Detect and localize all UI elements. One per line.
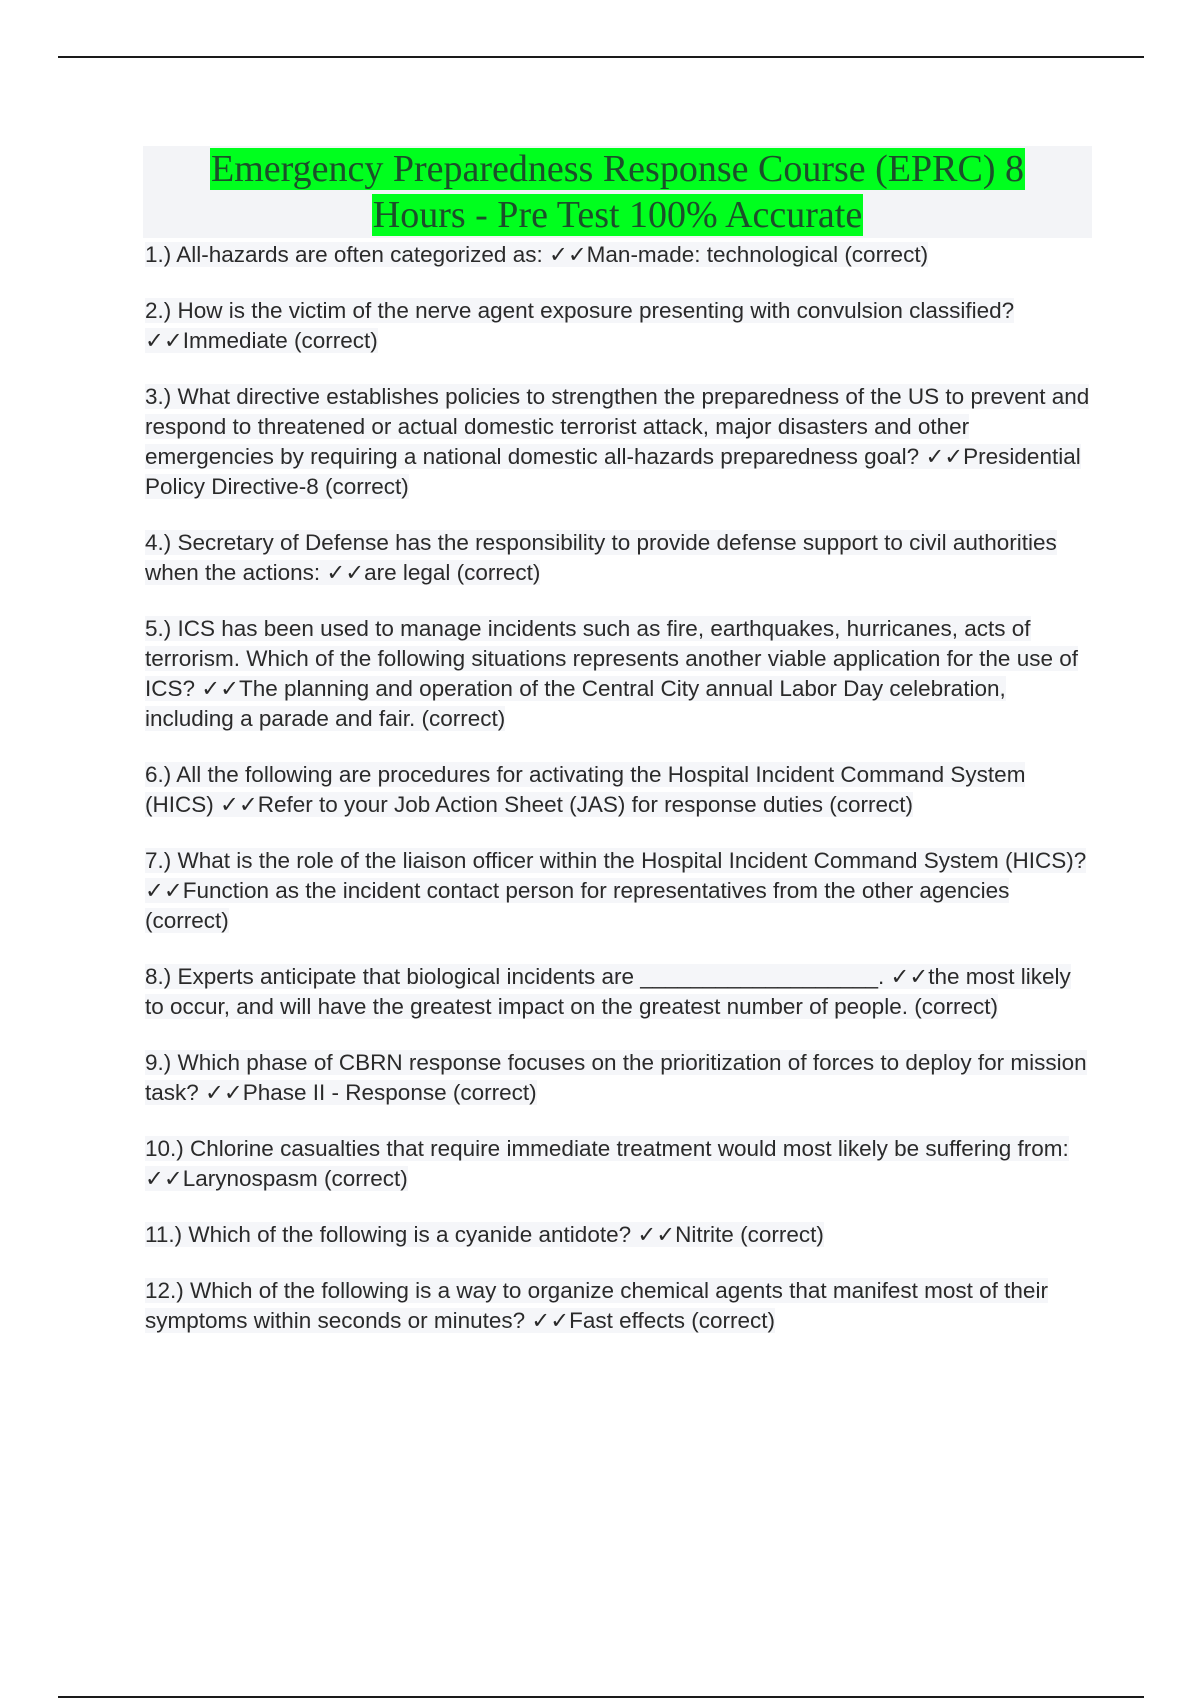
- question-item-3: [145, 382, 1095, 502]
- title-line-1: Emergency Preparedness Response Course (EPRC) 8: [211, 148, 1024, 190]
- question-item-1: [145, 240, 1095, 270]
- question-text: 9.) Which phase of CBRN response focuses on the prioritization of forces to deploy for mission task? ✓✓Phase II - Response (correct): [145, 1050, 1087, 1105]
- question-item-6: [145, 760, 1095, 820]
- question-text: 7.) What is the role of the liaison officer within the Hospital Incident Command System (HICS)? ✓✓Function as the incident contact person for representatives from the other agencies (correct): [145, 848, 1087, 933]
- question-text: 5.) ICS has been used to manage incidents such as fire, earthquakes, hurricanes, acts of terrorism. Which of the following situations represents another viable application for the use of ICS? ✓✓The planning and operation of the Central City annual Labor Day celebration, including a parade and fair. (correct): [145, 616, 1078, 731]
- document-title: [143, 146, 1092, 238]
- question-item-11: [145, 1220, 1095, 1250]
- question-item-4: [145, 528, 1095, 588]
- question-list: [145, 240, 1095, 1362]
- question-item-5: [145, 614, 1095, 734]
- question-text: 1.) All-hazards are often categorized as: ✓✓Man-made: technological (correct): [145, 242, 929, 267]
- page-bottom-rule: [58, 1696, 1144, 1698]
- question-item-2: [145, 296, 1095, 356]
- question-text: 3.) What directive establishes policies to strengthen the preparedness of the US to prevent and respond to threatened or actual domestic terrorist attack, major disasters and other emergencies by requiring a national domestic all-hazards preparedness goal? ✓✓Presidential Policy Directive-8 (correct): [145, 384, 1090, 499]
- question-text: 4.) Secretary of Defense has the responsibility to provide defense support to civil authorities when the actions: ✓✓are legal (correct): [145, 530, 1057, 585]
- question-item-12: [145, 1276, 1095, 1336]
- question-item-7: [145, 846, 1095, 936]
- question-item-9: [145, 1048, 1095, 1108]
- question-text: 10.) Chlorine casualties that require immediate treatment would most likely be suffering from: ✓✓Larynospasm (correct): [145, 1136, 1069, 1191]
- title-line-2: Hours - Pre Test 100% Accurate: [372, 194, 863, 236]
- question-item-8: [145, 962, 1095, 1022]
- question-item-10: [145, 1134, 1095, 1194]
- question-text: 8.) Experts anticipate that biological incidents are ___________________. ✓✓the most likely to occur, and will have the greatest impact on the greatest number of people. (correct): [145, 964, 1071, 1019]
- question-text: 2.) How is the victim of the nerve agent exposure presenting with convulsion classified? ✓✓Immediate (correct): [145, 298, 1015, 353]
- question-text: 11.) Which of the following is a cyanide antidote? ✓✓Nitrite (correct): [145, 1222, 824, 1247]
- question-text: 6.) All the following are procedures for activating the Hospital Incident Command System (HICS) ✓✓Refer to your Job Action Sheet (JAS) for response duties (correct): [145, 762, 1026, 817]
- page-top-rule: [58, 56, 1144, 58]
- question-text: 12.) Which of the following is a way to organize chemical agents that manifest most of their symptoms within seconds or minutes? ✓✓Fast effects (correct): [145, 1278, 1048, 1333]
